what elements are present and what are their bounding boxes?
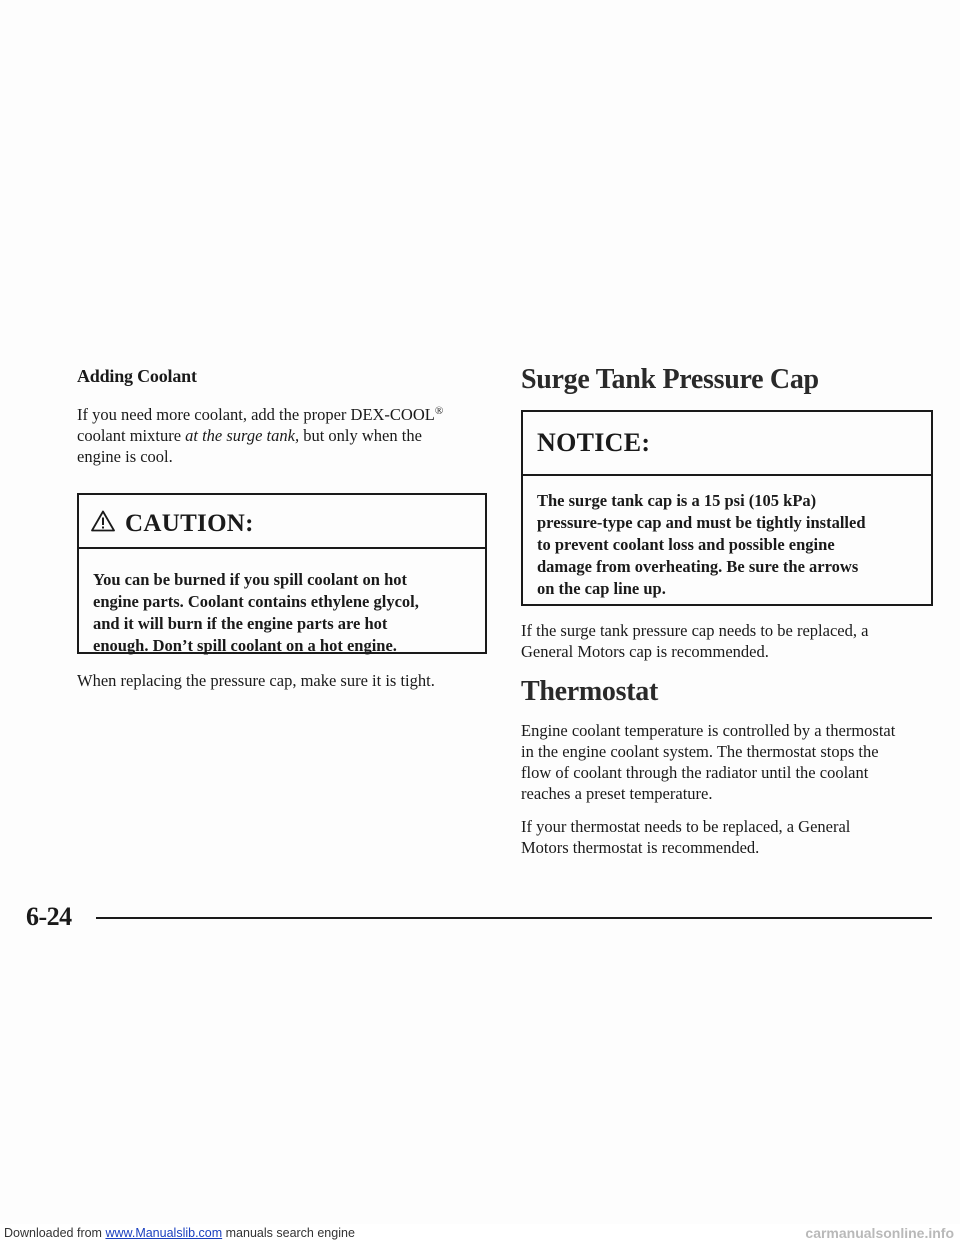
notice-heading: NOTICE: [537,428,651,457]
download-footer-bar [0,1224,960,1242]
thermostat-replacement-text: If your thermostat needs to be replaced, a General Motors thermostat is recommended. [521,817,851,857]
page-number: 6-24 [26,902,72,931]
notice-body [523,476,931,600]
registered-mark: ® [434,405,444,417]
caution-header [79,495,485,549]
thermostat-title: Thermostat [521,676,658,707]
site-watermark: carmanualsonline.info [805,1225,954,1241]
left-column [77,366,487,691]
notice-line: The surge tank cap is a 15 psi (105 kPa) [537,491,817,510]
footer-rule [96,917,932,919]
caution-body [79,549,485,657]
thermostat-description: Engine coolant temperature is controlled by a thermostat in the engine coolant system. The thermostat stops the flow of coolant through the radiator until the coolant reaches a preset temperature. [521,721,896,803]
notice-line: to prevent coolant loss and possible engine [537,535,835,554]
warning-triangle-icon [91,510,115,532]
caution-line: and it will burn if the engine parts are hot [93,614,388,633]
download-source-text: Downloaded from www.Manualslib.com manuals search engine [4,1226,355,1240]
surge-tank-pressure-cap-title: Surge Tank Pressure Cap [521,364,819,395]
adding-coolant-intro [77,401,487,467]
caution-heading: CAUTION: [125,510,254,537]
intro-line-3: engine is cool. [77,447,173,466]
notice-line: pressure-type cap and must be tightly installed [537,513,866,532]
caution-line: You can be burned if you spill coolant on hot [93,570,408,589]
intro-line-2: coolant mixture at the surge tank, but only when the [77,426,422,445]
intro-line-1: If you need more coolant, add the proper DEX-COOL® [77,405,444,424]
surge-tank-emphasis: at the surge tank, [185,426,300,445]
right-column [521,364,939,858]
notice-line: on the cap line up. [537,579,666,598]
caution-line: engine parts. Coolant contains ethylene glycol, [93,592,419,611]
notice-header [523,412,931,476]
manualslib-link[interactable]: www.Manualslib.com [105,1226,223,1240]
pressure-cap-tight-text: When replacing the pressure cap, make sure it is tight. [77,671,435,690]
caution-line: enough. Don’t spill coolant on a hot engine. [93,636,397,655]
cap-replacement-text: If the surge tank pressure cap needs to be replaced, a General Motors cap is recommended. [521,621,869,661]
notice-box [521,410,933,606]
adding-coolant-heading: Adding Coolant [77,366,197,386]
notice-line: damage from overheating. Be sure the arrows [537,557,859,576]
caution-box [77,493,487,654]
